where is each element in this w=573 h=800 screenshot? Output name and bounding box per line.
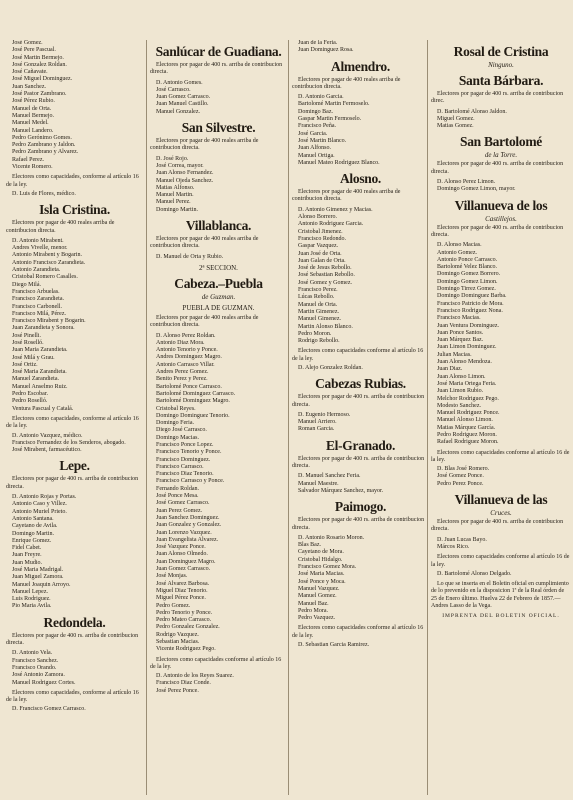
column-1 xyxy=(6,40,143,795)
elector-name: Manuel Rodriguez Ponce. xyxy=(437,410,500,417)
elector-name: Rodrigo Vazquez. xyxy=(156,631,199,638)
elector-name: Domingo Gomez Limon. xyxy=(437,278,498,285)
elector-name: Martin Gimenez. xyxy=(298,308,339,315)
elector-name: Manuel Gomez. xyxy=(298,593,337,600)
elector-name: Martin Alonso Blanco. xyxy=(298,323,353,330)
town-heading: Santa Bárbara. xyxy=(458,73,544,88)
town-heading: Villanueva de las xyxy=(454,492,548,508)
elector-name: Francisco Ponce Lopez. xyxy=(156,441,214,448)
elector-name: Juan Alonso Limon. xyxy=(437,373,486,380)
elector-name: José Correa, mayor. xyxy=(156,162,204,169)
elector-name: Manuel Gonzalez. xyxy=(156,108,200,115)
elector-name: Salvador Márquez Sanchez, mayor. xyxy=(298,487,384,494)
elector-name: D. Manuel de Orta y Rubio. xyxy=(156,253,224,260)
elector-name: Juan Maria Zarandieta. xyxy=(12,347,68,354)
capacity-elector-name: D. Francisco Gomez Carrasco. xyxy=(12,706,86,713)
elector-name: Manuel Alonso Limon. xyxy=(437,417,493,424)
elector-name: José Pastor Zambrano. xyxy=(12,91,67,98)
elector-name: Juan Evangelista Alvarez. xyxy=(156,536,219,543)
elector-name: Miguel Diaz Tenorio. xyxy=(156,587,208,594)
capacity-elector-name: Francisco Fernandez de los Senderos, abogado. xyxy=(12,439,126,446)
elector-name: Juan Alonso Olmedo. xyxy=(156,551,208,558)
elector-name: Juan José de Orta. xyxy=(298,250,342,257)
elector-name: Domingo Feria. xyxy=(156,420,194,427)
elector-name: Francisco Diaz Tenorio. xyxy=(156,471,214,478)
town-heading: Sanlúcar de Guadiana. xyxy=(155,44,282,59)
town-heading: San Silvestre. xyxy=(181,120,256,136)
town-subtitle: Ninguno. xyxy=(488,61,514,69)
elector-name: D. Eugenio Hermoso. xyxy=(298,411,351,418)
elector-intro: Electores por pagar de 400 rs. arriba de contribucion directa. xyxy=(431,519,564,533)
elector-name: Cayetano de Avila. xyxy=(12,523,58,530)
elector-name: Juan Gonzalez y Gonzalez. xyxy=(156,522,222,529)
elector-name: Antonio Ponce Carrasco. xyxy=(437,256,498,263)
elector-name: Juan Zarandieta y Sonora. xyxy=(12,325,75,332)
elector-name: Antonio Muriel Prieto. xyxy=(12,508,67,515)
elector-name: José Vazquez Ponce. xyxy=(156,544,206,551)
elector-intro: Electores por pagar de 400 reales arriba de contribucion directa. xyxy=(150,236,259,250)
elector-name: Pedro Zambrano y Alvarez. xyxy=(12,149,79,156)
elector-name: José Miguel Dominguez. xyxy=(12,76,73,83)
elector-intro: Electores por pagar de 400 rs. arriba de contribucion directa. xyxy=(292,394,425,408)
elector-name: Domingo Martin. xyxy=(12,530,54,537)
elector-name: D. Antonio Gomes. xyxy=(156,79,203,86)
elector-name: Cayetano de Mora. xyxy=(298,549,344,556)
town-heading: San Bartolomé xyxy=(460,134,542,150)
elector-name: Francisco Tenorio y Ponce. xyxy=(156,449,222,456)
elector-name: Juan Limon Rubio. xyxy=(437,388,484,395)
elector-intro: Electores por pagar de 400 rs. arriba de contribucion directa. xyxy=(292,455,425,470)
town-heading: Cabeza.–Puebla xyxy=(174,275,263,291)
capacity-note: Electores como capacidades conforme al artículo 16 de la ley. xyxy=(292,348,424,362)
elector-name: D. Alonso Perez Roldan. xyxy=(156,332,216,339)
elector-name: Cristobal Romero Casalles. xyxy=(12,274,78,281)
elector-name: Manuel Maestre. xyxy=(298,480,339,487)
elector-intro: Electores por pagar de 400 reales arriba de contribucion directa. xyxy=(292,76,401,90)
elector-name: Manuel Vazquez. xyxy=(298,585,340,592)
elector-name: Pedro Gonzalez Gonzalez. xyxy=(156,624,220,631)
elector-name: Francisco Gomez Mora. xyxy=(298,564,357,571)
elector-name: Andres Dominguez Magro. xyxy=(156,354,222,361)
capacity-note: Electores como capacidades, conforme al artículo 16 de la ley. xyxy=(6,689,139,704)
elector-name: Vicente Romero. xyxy=(12,164,53,171)
elector-name: Francisco Mirabent y Bogarin. xyxy=(12,318,86,325)
elector-name: José Gomez. xyxy=(12,40,43,46)
town-heading: Villanueva de los xyxy=(454,197,548,213)
column-4 xyxy=(427,40,571,795)
capacity-elector-name: José Mirabent, farmacéutico. xyxy=(12,447,82,454)
town-subtitle: Castillejos. xyxy=(485,214,517,223)
elector-name: Pedro Tenorio y Ponce. xyxy=(156,609,213,616)
town-subtitle: de Guzman. xyxy=(201,292,236,301)
town-subtitle: de la Torre. xyxy=(484,151,518,160)
elector-name: Andres Perez Gomez. xyxy=(156,369,209,376)
elector-name: Juan Dominguez Magro. xyxy=(156,558,216,565)
elector-name: José Gomez Carrasco. xyxy=(156,500,210,507)
town-heading: Paimogo. xyxy=(334,499,387,515)
elector-name: Francisco Zarandieta. xyxy=(12,296,64,303)
elector-name: Juan Alonso Mendoza. xyxy=(437,359,492,366)
elector-name: Francisco Carrasco. xyxy=(156,463,204,470)
elector-name: José Pérez Rubio. xyxy=(12,98,55,105)
elector-name: Vicente Rodriguez Pego. xyxy=(156,646,216,653)
town-heading: Redondela. xyxy=(43,614,106,630)
elector-name: Pedro Rodriguez Moron. xyxy=(437,431,497,438)
elector-name: Juan Galan de Orta. xyxy=(298,257,346,264)
elector-intro: Electores por pagar de 400 rs. arriba de contribucion direc. xyxy=(431,91,564,105)
elector-name: Pedro Gerónimo Gomes. xyxy=(12,134,72,141)
elector-name: Juan Gomez Carrasco. xyxy=(156,566,211,573)
elector-name: Domingo Macias. xyxy=(156,434,199,441)
elector-name: Francisco Rodriguez Nona. xyxy=(437,307,503,314)
capacity-elector-name: D. Antonio Vazquez, médico. xyxy=(12,432,83,439)
elector-name: D. Antonio Rojas y Portas. xyxy=(12,494,77,501)
elector-intro: Electores por pagar de 400 reales arriba de contribucion directa. xyxy=(150,314,259,329)
elector-name: Matias Márquez García. xyxy=(437,424,496,431)
elector-name: José de Jesus Rebollo. xyxy=(298,265,352,272)
elector-name: Juan Márquez Baz. xyxy=(437,337,484,344)
elector-name: Márcos Rico. xyxy=(437,543,470,550)
capacity-elector-name: D. Luis de Flores, médico. xyxy=(12,190,76,197)
elector-name: Enrique Gomez. xyxy=(12,537,52,544)
elector-name: Domingo Gomez Limon, mayor. xyxy=(437,186,516,193)
elector-name: Cristobal Hidalgo. xyxy=(298,556,343,563)
elector-name: Domingo Dominguez Tenorio. xyxy=(156,412,230,419)
elector-name: Francisco Macias. xyxy=(437,315,481,322)
elector-name: Francisco Arbuelas. xyxy=(12,288,60,295)
elector-name: Francisco Peña. xyxy=(298,123,336,130)
elector-name: Antonio Santana. xyxy=(12,515,54,522)
town-heading: Cabezas Rubias. xyxy=(315,376,406,392)
elector-name: Antonio Rodriguez Garcia. xyxy=(298,221,364,228)
elector-name: Antonio Caso y Villez. xyxy=(12,501,67,508)
elector-name: José Gonzalez Roldan. xyxy=(12,61,67,68)
elector-name: D. Manuel Sanchez Feria. xyxy=(298,473,361,480)
elector-name: Manuel Anselmo Ruiz. xyxy=(12,383,68,390)
elector-name: Melchor Rodriguez Pego. xyxy=(437,395,499,402)
elector-name: Bartolomé Dominguez Carrasco. xyxy=(156,390,236,397)
elector-name: Fidel Cabet. xyxy=(12,545,42,552)
capacity-elector-name: José Perez Ponce. xyxy=(156,687,199,694)
elector-name: José Maria Ortega Feria. xyxy=(437,380,497,387)
elector-name: Francisco Carrasco y Ponce. xyxy=(156,478,225,485)
elector-name: D. Antonio Mirabent. xyxy=(12,237,64,244)
town-subtitle: Cruces. xyxy=(490,509,512,518)
elector-name: José Martin Bermejo. xyxy=(12,54,64,61)
town-heading: El-Granado. xyxy=(325,437,396,453)
elector-name: Juan Diaz. xyxy=(437,366,463,373)
column-2 xyxy=(146,40,287,795)
elector-name: José Antonio Zamora. xyxy=(12,672,65,679)
elector-name: Pio Maria Avila. xyxy=(12,603,52,610)
elector-name: Bartolomé Martin Fermoselo. xyxy=(298,101,370,108)
elector-name: Manuel Joaquin Arroyo. xyxy=(12,581,71,588)
elector-intro: Electores por pagar de 400 reales arriba de contribucion directa. xyxy=(292,189,401,203)
elector-name: Luis Rodriguez. xyxy=(12,596,51,603)
elector-name: Pedro Roselló. xyxy=(12,398,48,405)
elector-name: Manuel Medel. xyxy=(12,120,49,127)
elector-name: Juan Limon Dominguez. xyxy=(437,344,497,351)
elector-intro: Electores por pagar de 400 rs. arriba de contribucion directa. xyxy=(292,517,425,531)
elector-name: José Maria Macias. xyxy=(298,571,345,578)
elector-name: Manuel Zarandieta. xyxy=(12,376,59,383)
elector-name: Sebastian Macias. xyxy=(156,639,200,645)
elector-name: Manuel Martin. xyxy=(156,192,194,199)
elector-name: Francisco Redondo. xyxy=(298,235,346,242)
section-label: PUEBLA DE GUZMAN. xyxy=(182,303,255,312)
elector-name: Rafael Perez. xyxy=(12,156,44,163)
capacity-elector-name: D. Bartolomé Alonso Delgado. xyxy=(437,570,512,577)
elector-name: Juan Gomez Carrasco. xyxy=(156,94,211,101)
elector-name: Julian Macias. xyxy=(437,351,472,358)
elector-name: José Maria Zarandieta. xyxy=(12,369,67,376)
town-heading: Isla Cristina. xyxy=(39,202,110,218)
capacity-note: Electores como capacidades conforme al artículo 16 de la ley. xyxy=(292,625,424,639)
elector-name: José Gomez y Gomez. xyxy=(298,279,352,286)
elector-name: Antonio Mirabent y Bogarin. xyxy=(12,252,82,259)
elector-name: Manuel Rodriguez Cortes. xyxy=(12,679,76,686)
elector-name: Miguel Gomez. xyxy=(437,115,475,122)
capacity-note: Electores como capacidades conforme al artículo 16 de la ley. xyxy=(150,656,282,670)
elector-name: D. Antonio Gimenez y Macias. xyxy=(298,206,373,213)
elector-name: Juan Manuel Castillo. xyxy=(156,101,209,108)
elector-intro: Electores por pagar de 400 reales arriba de contribucion directa. xyxy=(6,220,115,234)
elector-name: D. Antonio Garcia. xyxy=(298,94,344,101)
elector-intro: Electores por pagar de 400 rs. arriba de contribucion directa. xyxy=(6,476,139,490)
elector-name: Pedro Gomez. xyxy=(156,602,191,609)
elector-name: José Pinelli. xyxy=(12,332,42,339)
capacity-elector-name: D. Alejo Gonzalez Roldan. xyxy=(298,364,363,371)
elector-name: D. Alonso Perez Limon. xyxy=(437,179,496,186)
elector-name: Francisco Milá, Pérez. xyxy=(12,310,66,317)
elector-name: José Cañavate. xyxy=(12,69,48,76)
elector-name: Francisco Sanchez. xyxy=(12,657,59,664)
elector-name: Francisco Patricio de Mora. xyxy=(437,300,504,307)
elector-name: José Roselló. xyxy=(12,339,44,346)
elector-name: Cristobal Jimenez. xyxy=(298,228,343,235)
elector-name: Andres Vivelle, menor. xyxy=(12,245,68,252)
elector-name: Antonio Francisco Zarandieta. xyxy=(12,259,86,266)
elector-name: Juan Freyre. xyxy=(12,552,42,559)
elector-name: Manuel Gimenez. xyxy=(298,316,341,323)
capacity-note: Electores como capacidades conforme al artículo 16 de la ley. xyxy=(431,554,570,568)
elector-name: Domingo Gomez Borrero. xyxy=(437,271,501,278)
elector-name: Fernando Roldan. xyxy=(156,485,199,492)
capacity-note: Electores como capacidades conforme al artículo 16 de la ley. xyxy=(431,449,570,463)
elector-name: Rafael Rodriguez Moron. xyxy=(437,439,499,446)
elector-name: José Garcia. xyxy=(298,130,328,137)
elector-name: José Sebastian Rebollo. xyxy=(298,272,355,279)
elector-name: Francisco Dominguez. xyxy=(156,456,211,463)
elector-name: Manuel Ojeda Sanchez. xyxy=(156,177,214,184)
elector-name: Juan Ponce Santos. xyxy=(437,329,484,336)
elector-name: Miguel Pérez Ponce. xyxy=(156,595,206,602)
elector-name: Juan Ventura Dominguez. xyxy=(437,322,500,329)
town-heading: Almendro. xyxy=(331,58,390,74)
town-heading: Lepe. xyxy=(59,458,90,474)
elector-intro: Electores por pagar de 400 rs. arriba de contribucion directa. xyxy=(6,632,139,647)
elector-name: José Ponce Mesa. xyxy=(156,493,199,500)
elector-name: Blas Baz. xyxy=(298,542,321,549)
elector-name: Domingo Dominguez Barba. xyxy=(437,293,507,300)
elector-name: D. Juan Lucas Bayo. xyxy=(437,536,487,543)
elector-name: Bartolomé Ponce Carrasco. xyxy=(156,383,222,390)
elector-name: Gaspar Martin Fermoselo. xyxy=(298,116,362,123)
elector-name: Matias Alfonso. xyxy=(156,184,195,191)
imprint-line: IMPRENTA DEL BOLETIN OFICIAL. xyxy=(442,613,560,620)
elector-name: Antonio Zarandieta. xyxy=(12,267,61,274)
elector-name: José Alvarez Barbosa. xyxy=(156,580,210,587)
elector-name: Juan Alonso Fernandez. xyxy=(156,170,214,177)
elector-name: Matias Gomez. xyxy=(437,123,474,130)
elector-name: Juan de la Feria. xyxy=(298,40,338,46)
town-heading: Rosal de Cristina xyxy=(453,44,549,59)
elector-name: Benito Perez y Perez. xyxy=(156,376,208,383)
elector-name: Gaspar Vazquez. xyxy=(298,243,339,250)
capacity-elector-name: D. Antonio de los Reyes Suarez. xyxy=(156,673,234,680)
capacity-elector-name: D. Blas José Romero. xyxy=(437,466,490,473)
column-3 xyxy=(288,40,429,795)
elector-name: Manuel Ortiga. xyxy=(298,152,335,159)
elector-name: José Ortiz. xyxy=(12,361,38,368)
elector-name: Pedro Vazquez. xyxy=(298,615,336,622)
elector-name: Pedro Escobar. xyxy=(12,391,48,398)
elector-name: Diego José Carrasco. xyxy=(156,427,207,434)
capacity-note: Electores como capacidades, conforme al artículo 16 de la ley. xyxy=(6,174,139,188)
elector-name: Bartolomé Velez Blanco. xyxy=(437,264,498,271)
capacity-elector-name: José Gomez Ponce. xyxy=(437,473,484,480)
elector-name: Lúcas Rebollo. xyxy=(298,294,335,301)
elector-name: Manuel Lepez. xyxy=(12,588,48,595)
elector-name: Alonso Borrero. xyxy=(298,214,337,221)
elector-name: D. Antonio Vela. xyxy=(12,650,53,657)
elector-name: Pedro Zambrano y Jaldon. xyxy=(12,142,76,149)
capacity-elector-name: Pedro Perez Ponce. xyxy=(437,480,484,487)
elector-name: Francisco Carbonell. xyxy=(12,303,62,310)
town-heading: Alosno. xyxy=(339,171,382,187)
elector-name: Cristobal Reyes. xyxy=(156,405,196,412)
elector-name: Antonio Tenorio y Ponce. xyxy=(156,347,218,354)
elector-name: Antonio Carrasco Villar. xyxy=(156,361,215,368)
elector-name: Manuel de Orta. xyxy=(12,105,52,112)
town-heading: Villablanca. xyxy=(185,218,252,234)
elector-name: José Maria Madrigal. xyxy=(12,567,64,573)
elector-intro: Electores por pagar de 400 rs. arriba de contribucion directa. xyxy=(431,224,564,238)
elector-name: Domingo Martin. xyxy=(156,206,198,213)
capacity-elector-name: D. Sebastian Garcia Ramirez. xyxy=(298,642,370,648)
elector-name: José Carrasco. xyxy=(156,86,191,93)
elector-name: Pedro Moron. xyxy=(298,330,332,337)
elector-name: José Pere Pascual. xyxy=(12,47,56,54)
section-label: 2ª SECCION. xyxy=(199,263,238,272)
elector-name: Manuel Baz. xyxy=(298,600,329,607)
elector-name: Manuel Perez. xyxy=(156,199,191,206)
elector-name: D. Alonso Macias. xyxy=(437,242,482,249)
elector-name: Juan Mudio. xyxy=(12,559,42,566)
elector-name: Rodrigo Rebollo. xyxy=(298,338,340,345)
elector-name: Juan Dominguez Rosa. xyxy=(298,47,354,54)
elector-intro: Electores por pagar de 400 rs. arriba de contribucion directa. xyxy=(150,62,283,76)
elector-name: Juan Perez Gomez. xyxy=(156,507,203,514)
elector-name: D. José Rojo. xyxy=(156,155,189,162)
elector-name: José Martin Blanco. xyxy=(298,137,347,144)
capacity-note: Electores como capacidades, conforme al artículo 16 de la ley. xyxy=(6,415,139,430)
elector-name: Antonio Gomez. xyxy=(437,249,477,256)
elector-name: José Monjas. xyxy=(156,573,188,580)
elector-name: D. Bartolomé Alonso Jaldon. xyxy=(437,108,507,115)
elector-name: Ventura Pascual y Catalá. xyxy=(12,405,74,412)
elector-name: Bartolomé Dominguez Magro. xyxy=(156,398,230,405)
elector-name: Francisco Orando. xyxy=(12,664,57,671)
elector-name: Juan Sanchez Dominguez. xyxy=(156,514,220,521)
elector-name: Manuel Landero. xyxy=(12,127,54,134)
elector-name: Juan Sanchez. xyxy=(12,83,46,90)
elector-name: José Ponce y Moca. xyxy=(298,578,346,585)
elector-name: Manuel Bermejo. xyxy=(12,112,54,119)
elector-name: Francisco Perez. xyxy=(298,287,338,294)
elector-name: Modesto Sanchez. xyxy=(437,402,481,409)
elector-name: Juan Alfonso. xyxy=(298,145,331,152)
elector-name: Diego Milá. xyxy=(12,281,41,288)
elector-name: Antonio Diaz Mora. xyxy=(156,339,205,346)
capacity-elector-name: Francisco Diaz Conde. xyxy=(156,680,211,687)
elector-name: Manuel de Orta. xyxy=(298,301,338,308)
elector-name: Roman Garcia. xyxy=(298,426,335,433)
elector-intro: Electores por pagar de 400 reales arriba de contribucion directa. xyxy=(150,138,259,152)
elector-name: Manuel Mateo Rodriguez Blanco. xyxy=(298,159,380,166)
elector-name: Pedro Mora. xyxy=(298,607,328,614)
elector-name: Juan Lorenzo Vazquez. xyxy=(156,529,212,536)
elector-name: Manuel Arriero. xyxy=(298,419,337,426)
elector-name: Domingo Baz. xyxy=(298,108,333,115)
elector-name: D. Antonio Rosario Moron. xyxy=(298,534,365,541)
elector-name: José Milá y Grau. xyxy=(12,354,55,361)
elector-intro: Electores por pagar de 400 rs. arriba de contribucion directa. xyxy=(431,161,564,175)
closing-note: Lo que se inserta en el Boletin oficial en cumplimiento de lo prevenido en la disposicion 1ª de la Real órden de 25 de Enero último. Huelva 22 de Febrero de 1857.—Andres Lasso de la Vega. xyxy=(431,581,569,610)
elector-name: Pedro Mateo Carrasco. xyxy=(156,617,212,624)
elector-name: Juan Miguel Zamora. xyxy=(12,574,64,581)
elector-name: Domingo Tirrez Gomez. xyxy=(437,286,496,293)
